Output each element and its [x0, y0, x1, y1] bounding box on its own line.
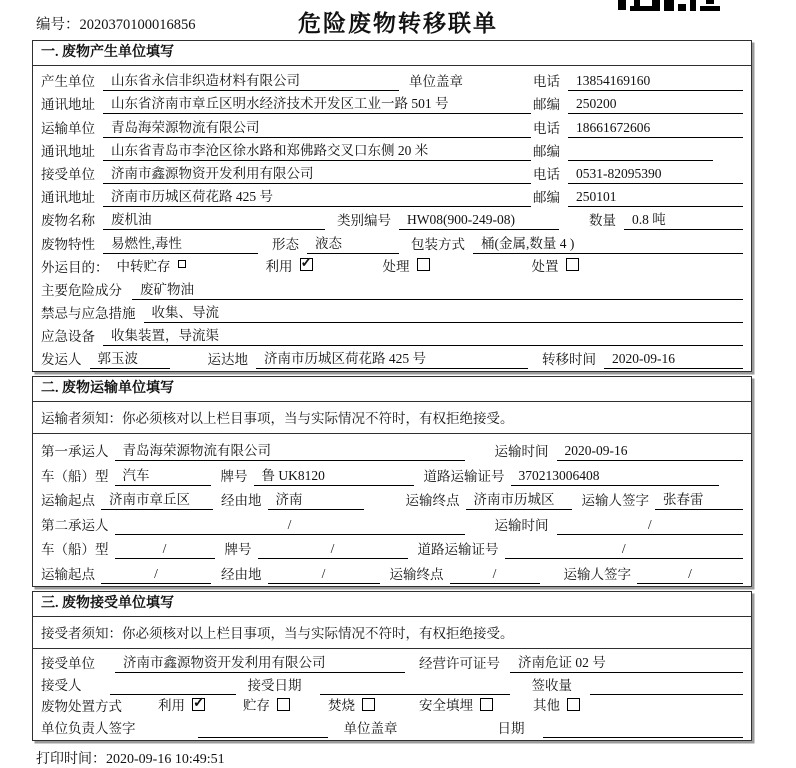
disposal-option-landfill [419, 694, 495, 716]
disposal-landfill-checkbox [480, 698, 493, 711]
taboo-measures-value: 收集、导流 [144, 305, 744, 323]
disposal-incinerate-label: 焚烧 [328, 698, 355, 714]
receiver-postcode-label: 邮编 [533, 190, 560, 206]
signoff-row [39, 716, 743, 738]
producer-postcode-value: 250200 [568, 96, 743, 114]
route1-row [39, 486, 743, 511]
unit-seal-label: 单位盖章 [409, 74, 463, 90]
vehicle2-row [39, 535, 743, 560]
transporter-unit-value: 青岛海荣源物流有限公司 [103, 120, 531, 138]
transporter-address-value: 山东省青岛市李沧区徐水路和郑佛路交叉口东侧 20 米 [103, 143, 531, 161]
purpose-transit-storage-label: 中转贮存 [116, 258, 171, 274]
purpose-treat-checkbox [417, 258, 430, 271]
acceptor-row [39, 673, 743, 695]
purpose-transit-storage-checkbox [178, 260, 186, 268]
form-header [0, 0, 796, 40]
route2-start-value: / [101, 566, 211, 584]
carrier1-time-label: 运输时间 [494, 444, 549, 460]
carrier2-row [39, 510, 743, 535]
carrier1-value: 青岛海荣源物流有限公司 [115, 443, 465, 461]
purpose-utilize-label: 利用 [265, 258, 293, 274]
disposal-method-row [39, 695, 743, 717]
destination-label: 运达地 [207, 352, 248, 368]
section-transporter [32, 376, 752, 587]
dispatch-row [39, 346, 743, 369]
waste-traits-value: 易燃性,毒性 [103, 236, 258, 254]
print-time-value: 2020-09-16 10:49:51 [106, 752, 225, 768]
vehicle2-type-label: 车（船）型 [41, 542, 109, 558]
waste-quantity-label: 数量 [589, 213, 616, 229]
purpose-treat-label: 处理 [382, 258, 410, 274]
transporter-address-label: 通讯地址 [41, 143, 95, 159]
disposal-incinerate-checkbox [362, 698, 375, 711]
disposal-other-checkbox [567, 698, 580, 711]
hazard-component-label: 主要危险成分 [41, 282, 122, 298]
unit-seal-label-s3: 单位盖章 [343, 721, 398, 737]
route2-start-label: 运输起点 [41, 567, 95, 582]
producer-postcode-label: 邮编 [533, 97, 560, 113]
receiver-phone-value: 0531-82095390 [568, 166, 743, 184]
serial-value: 2020370100016856 [79, 17, 196, 33]
disposal-storage-checkbox [277, 698, 290, 711]
route2-via-label: 经由地 [221, 567, 262, 582]
receiving-unit-row [39, 651, 743, 673]
receiver-unit-label: 接受单位 [41, 166, 95, 182]
waste-form-label: 形态 [272, 236, 299, 252]
producer-unit-value: 山东省永信非织造材料有限公司 [103, 73, 399, 91]
route1-sign-label: 运输人签字 [581, 493, 649, 509]
carrier2-time-label: 运输时间 [494, 517, 549, 533]
packing-method-label: 包装方式 [411, 236, 465, 252]
vehicle2-cert-value: / [505, 541, 744, 559]
vehicle1-cert-value: 370213006408 [511, 468, 720, 486]
purpose-option-dispose [532, 255, 581, 277]
route1-start-value: 济南市章丘区 [101, 492, 213, 510]
vehicle1-plate-label: 牌号 [220, 468, 248, 484]
route1-end-value: 济南市历城区 [466, 492, 572, 510]
receiver-unit-row [39, 161, 743, 184]
producer-unit-label: 产生单位 [41, 74, 95, 90]
producer-address-label: 通讯地址 [41, 97, 95, 113]
disposal-utilize-checkbox [192, 698, 205, 711]
receiving-unit-value: 济南市鑫源物资开发利用有限公司 [115, 655, 405, 673]
vehicle1-row [39, 461, 743, 486]
disposal-option-storage [243, 694, 292, 716]
emergency-equipment-label: 应急设备 [41, 329, 95, 345]
dispatcher-value: 郭玉波 [90, 351, 170, 369]
section-producer-title: 一. 废物产生单位填写 [33, 41, 751, 66]
disposal-method-label: 废物处置方式 [41, 699, 122, 715]
disposal-landfill-label: 安全填埋 [419, 698, 473, 714]
section-receiver [32, 591, 752, 741]
waste-traits-label: 废物特性 [41, 236, 95, 252]
route2-via-value: / [268, 566, 380, 584]
disposal-option-utilize [158, 694, 207, 716]
page-title: 危险废物转移联单 [298, 11, 498, 36]
waste-name-row [39, 207, 743, 230]
hazard-component-value: 废矿物油 [132, 282, 743, 300]
purpose-utilize-checkbox [300, 258, 313, 271]
route1-start-label: 运输起点 [41, 493, 95, 509]
waste-name-value: 废机油 [103, 212, 325, 230]
vehicle1-plate-value: 鲁 UK8120 [254, 468, 414, 486]
license-value: 济南危证 02 号 [510, 655, 743, 673]
transporter-postcode-value [568, 159, 713, 161]
producer-phone-label: 电话 [533, 74, 560, 90]
receiver-address-label: 通讯地址 [41, 190, 95, 206]
receiver-phone-label: 电话 [533, 166, 560, 182]
waste-category-value: HW08(900-249-08) [399, 212, 559, 230]
transporter-unit-row [39, 114, 743, 137]
waste-traits-row [39, 230, 743, 253]
vehicle1-cert-label: 道路运输证号 [423, 468, 505, 484]
disposal-option-incinerate [328, 694, 377, 716]
carrier2-value: / [115, 517, 465, 535]
print-time [36, 748, 796, 768]
serial-label: 编号： [36, 17, 80, 33]
transporter-phone-label: 电话 [533, 120, 560, 136]
carrier1-time-value: 2020-09-16 [557, 443, 744, 461]
receiving-unit-label: 接受单位 [41, 655, 95, 671]
producer-phone-value: 13854169160 [568, 73, 743, 91]
disposal-storage-label: 贮存 [243, 698, 270, 714]
signed-quantity-label: 签收量 [531, 677, 572, 693]
vehicle2-cert-label: 道路运输证号 [417, 542, 499, 558]
receiver-unit-value: 济南市鑫源物资开发利用有限公司 [103, 166, 531, 184]
receiver-address-value: 济南市历城区荷花路 425 号 [103, 189, 531, 207]
vehicle2-plate-label: 牌号 [224, 542, 252, 558]
partial-qr-code-icon [618, 0, 724, 12]
responsible-sign-value [198, 736, 328, 738]
responsible-sign-label: 单位负责人签字 [41, 721, 136, 737]
transfer-purpose-label: 外运目的： [41, 259, 109, 275]
print-time-label: 打印时间： [36, 752, 106, 768]
vehicle1-type-value: 汽车 [115, 468, 211, 486]
route2-end-label: 运输终点 [389, 567, 444, 582]
waste-category-label: 类别编号 [337, 213, 391, 229]
transporter-postcode-label: 邮编 [533, 143, 560, 159]
emergency-equipment-value: 收集装置，导流渠 [103, 328, 743, 346]
packing-method-value: 桶(金属,数量 4 ) [473, 236, 743, 254]
carrier1-label: 第一承运人 [41, 444, 109, 460]
route1-via-label: 经由地 [221, 493, 262, 509]
purpose-dispose-label: 处置 [531, 258, 559, 274]
signoff-date-label: 日期 [497, 721, 525, 737]
dispatcher-label: 发运人 [41, 352, 82, 368]
transfer-time-value: 2020-09-16 [604, 351, 743, 369]
receiver-address-row [39, 184, 743, 207]
route1-end-label: 运输终点 [405, 493, 460, 509]
vehicle2-type-value: / [115, 541, 215, 559]
accept-date-label: 接受日期 [247, 677, 302, 693]
route2-row [39, 559, 743, 584]
hazard-component-row [39, 277, 743, 300]
transporter-address-row [39, 138, 743, 161]
purpose-option-transit-storage [117, 255, 188, 277]
receiver-notice: 接受者须知：你必须核对以上栏目事项，当与实际情况不符时，有权拒绝接受。 [33, 617, 751, 649]
route1-via-value: 济南 [268, 492, 364, 510]
producer-address-value: 山东省济南市章丘区明水经济技术开发区工业一路 501 号 [103, 96, 531, 114]
waste-name-label: 废物名称 [41, 213, 95, 229]
carrier1-row [39, 436, 743, 461]
disposal-other-label: 其他 [533, 698, 560, 714]
taboo-measures-row [39, 300, 743, 323]
producer-address-row [39, 91, 743, 114]
transfer-time-label: 转移时间 [542, 352, 596, 368]
section-receiver-title: 三. 废物接受单位填写 [33, 592, 751, 617]
carrier2-label: 第二承运人 [41, 517, 109, 533]
purpose-dispose-checkbox [566, 258, 579, 271]
route2-sign-value: / [637, 566, 743, 584]
transporter-phone-value: 18661672606 [568, 120, 743, 138]
disposal-option-other [533, 694, 582, 716]
purpose-option-treat [383, 255, 432, 277]
vehicle1-type-label: 车（船）型 [41, 468, 109, 484]
transporter-notice: 运输者须知：你必须核对以上栏目事项，当与实际情况不符时，有权拒绝接受。 [33, 402, 751, 434]
destination-value: 济南市历城区荷花路 425 号 [256, 351, 528, 369]
route1-sign-value: 张春雷 [655, 492, 743, 510]
transfer-purpose-row [39, 254, 743, 277]
purpose-option-utilize [266, 255, 315, 277]
route2-sign-label: 运输人签字 [563, 567, 631, 582]
route2-end-value: / [450, 566, 540, 584]
license-label: 经营许可证号 [419, 655, 500, 671]
signed-quantity-value [590, 693, 743, 695]
emergency-equipment-row [39, 323, 743, 346]
taboo-measures-label: 禁忌与应急措施 [41, 306, 136, 322]
waste-quantity-value: 0.8 吨 [624, 212, 743, 230]
producer-unit-row [39, 68, 743, 91]
receiver-postcode-value: 250101 [568, 189, 743, 207]
disposal-utilize-label: 利用 [158, 698, 185, 714]
waste-form-value: 液态 [307, 236, 399, 254]
section-producer [32, 40, 752, 372]
section-transporter-title: 二. 废物运输单位填写 [33, 377, 751, 402]
carrier2-time-value: / [557, 517, 744, 535]
signoff-date-value [543, 736, 744, 738]
vehicle2-plate-value: / [258, 541, 408, 559]
acceptor-label: 接受人 [41, 677, 82, 693]
transporter-unit-label: 运输单位 [41, 120, 95, 136]
